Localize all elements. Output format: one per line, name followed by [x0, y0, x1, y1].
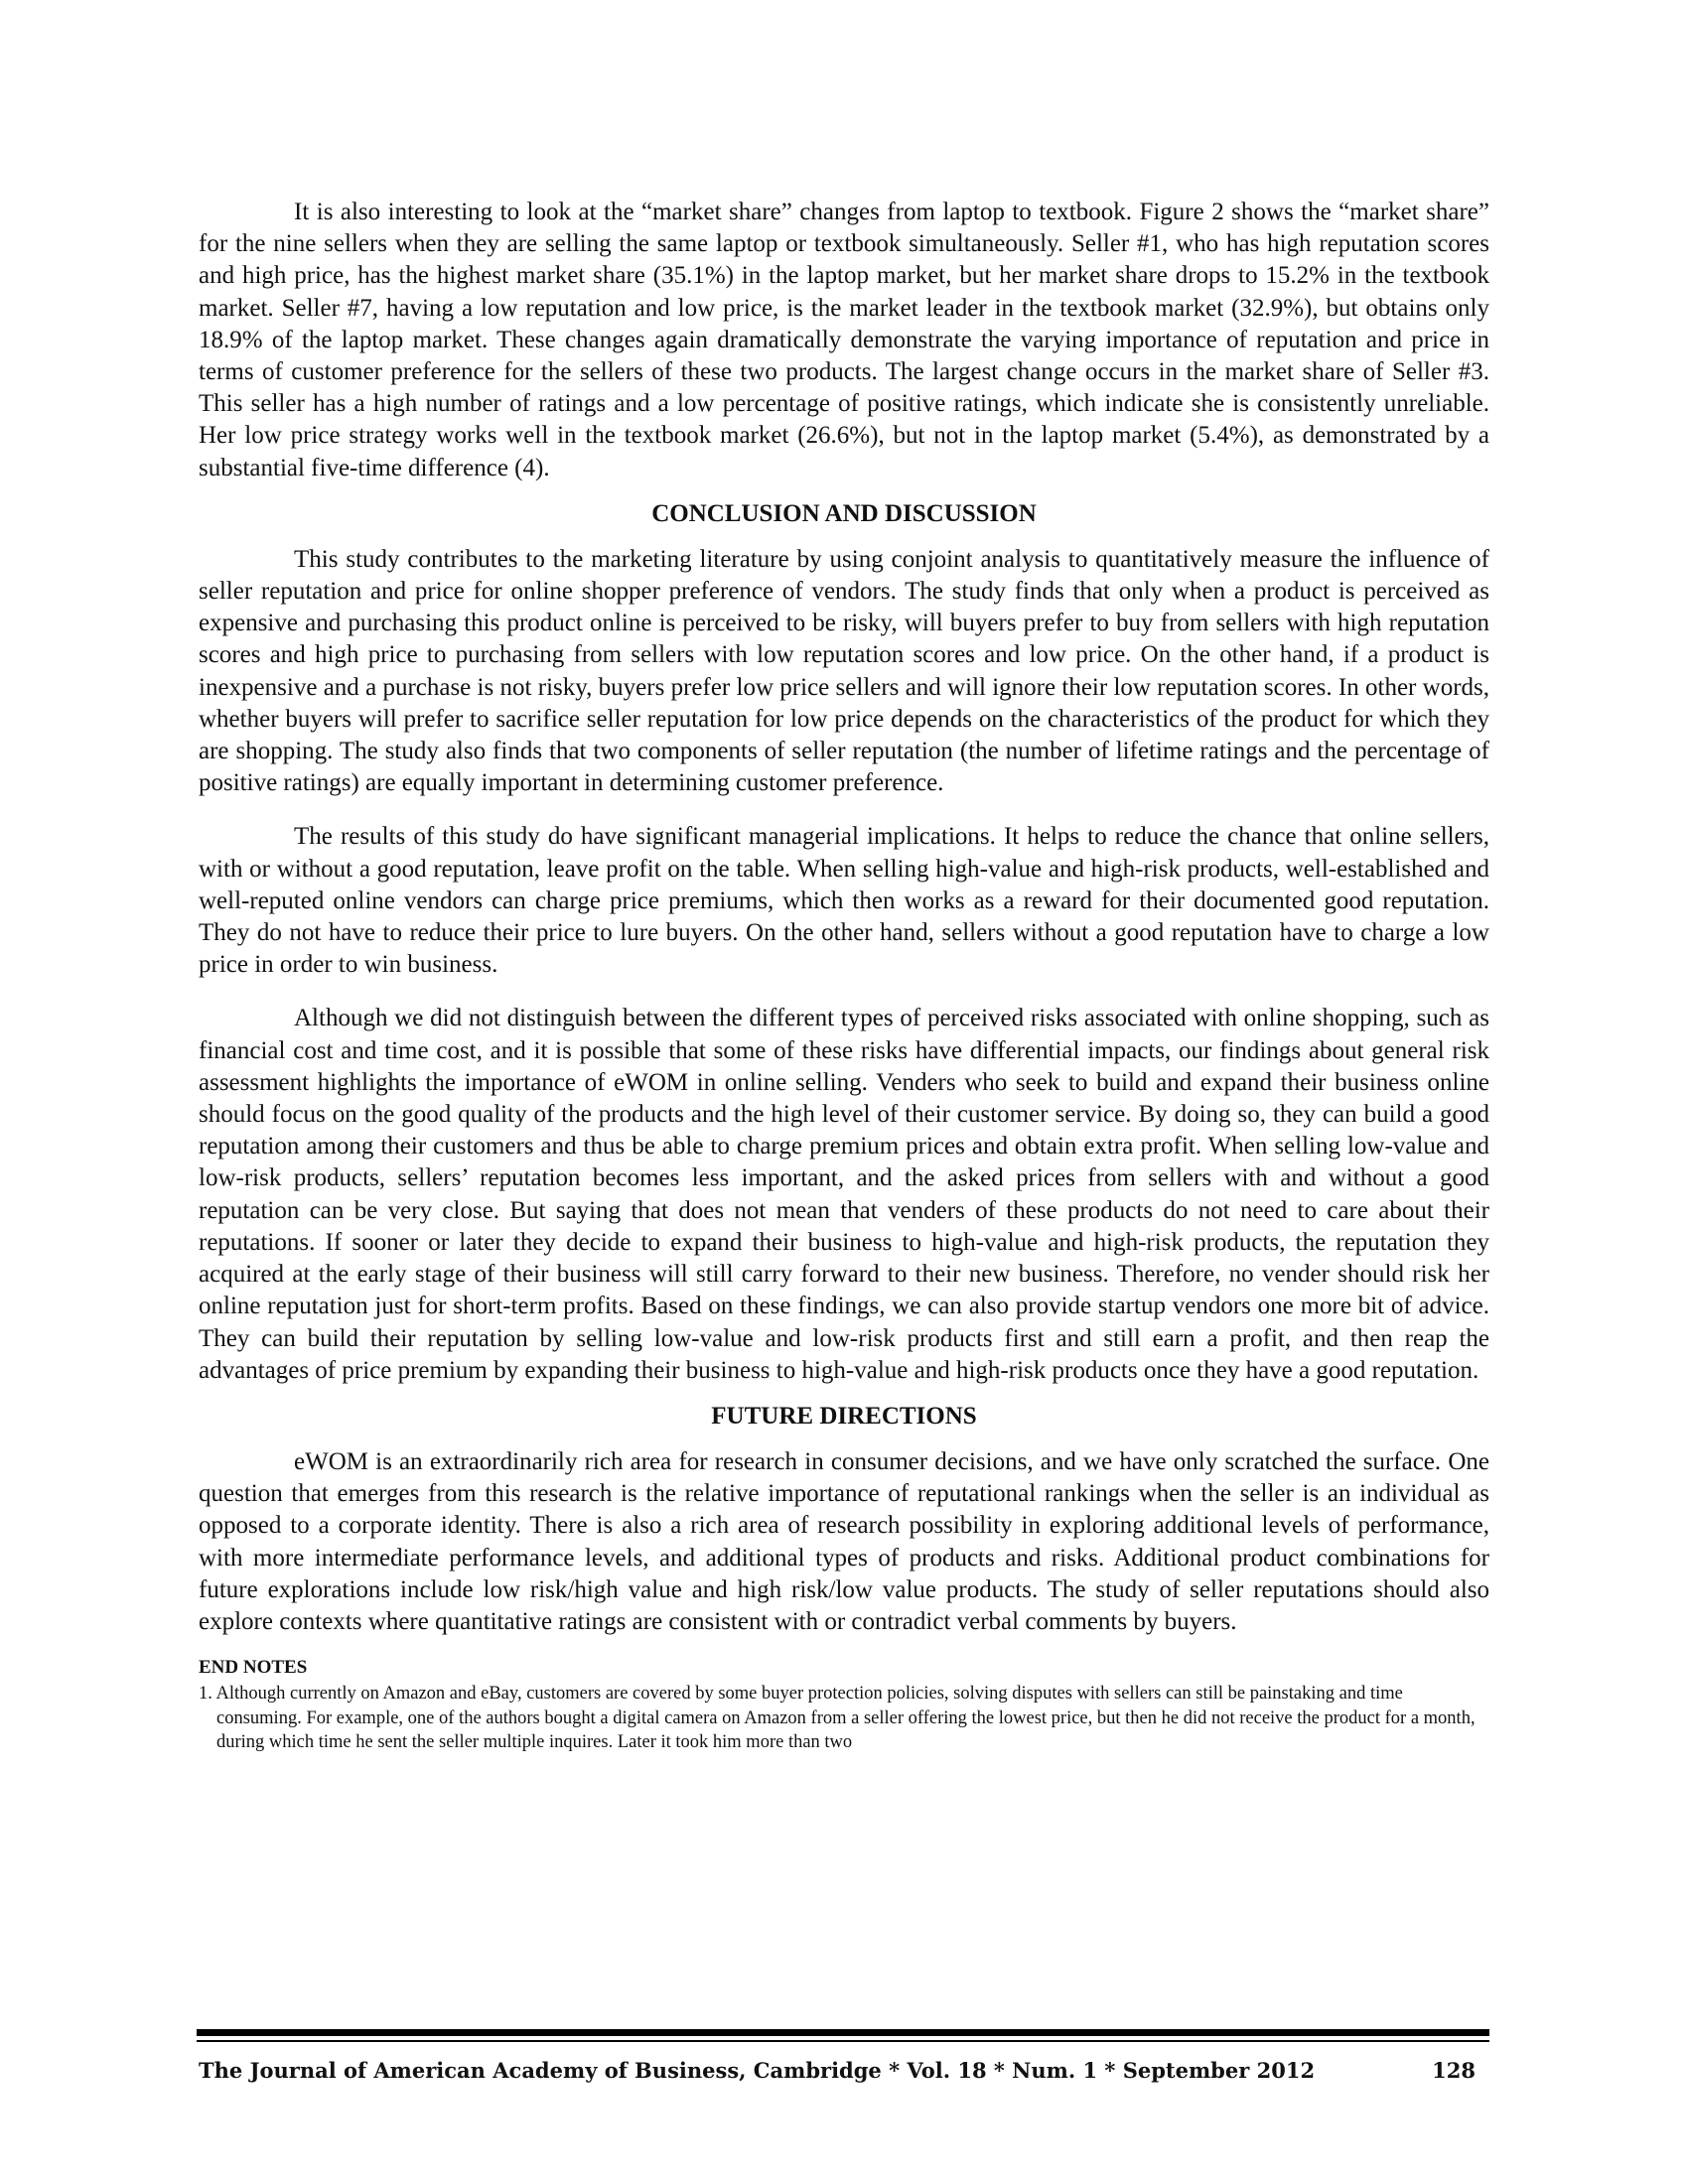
body-paragraph-risks: Although we did not distinguish between the different types of perceived risks associated with online shopping, such as financial cost and time cost, and it is possible that some of these risks have differential impacts, our findings about general risk assessment highlights the importance of eWOM in online selling. Venders who seek to build and expand their business online should focus on the good quality of the products and the high level of their customer service. By doing so, they can build a good reputation among their customers and thus be able to charge premium prices and obtain extra profit. When selling low-value and low-risk products, sellers’ reputation becomes less important, and the asked prices from sellers with and without a good reputation can be very close. But saying that does not mean that venders of these products do not need to care about their reputations. If sooner or later they decide to expand their business to high-value and high-risk products, the reputation they acquired at the early stage of their business will still carry forward to their new business. Therefore, no vender should risk her online reputation just for short-term profits. Based on these findings, we can also provide startup vendors one more bit of advice. They can build their reputation by selling low-value and low-risk products first and still earn a profit, and then reap the advantages of price premium by expanding their business to high-value and high-risk products once they have a good reputation.	[199, 1005, 1489, 1384]
body-paragraph-managerial: The results of this study do have significant managerial implications. It helps to reduce the chance that online sellers, with or without a good reputation, leave profit on the table. When selling high-value and high-risk products, well-established and well-reputed online vendors can charge price premiums, which then works as a reward for their documented good reputation. They do not have to reduce their price to lure buyers. On the other hand, sellers without a good reputation have to charge a low price in order to win business.	[199, 823, 1489, 979]
body-paragraph-market-share: It is also interesting to look at the “market share” changes from laptop to textbook. Figure 2 shows the “market share” for the nine sellers when they are selling the same laptop or textbook simultaneously. Seller #1, who has high reputation scores and high price, has the highest market share (35.1%) in the laptop market, but her market share drops to 15.2% in the textbook market. Seller #7, having a low reputation and low price, is the market leader in the textbook market (32.9%), but obtains only 18.9% of the laptop market. These changes again dramatically demonstrate the varying importance of reputation and price in terms of customer preference for the sellers of these two products. The largest change occurs in the market share of Seller #3. This seller has a high number of ratings and a low percentage of positive ratings, which indicate she is consistently unreliable. Her low price strategy works well in the textbook market (26.6%), but not in the laptop market (5.4%), as demonstrated by a substantial five-time difference (4).	[199, 199, 1489, 481]
section-heading-conclusion: CONCLUSION AND DISCUSSION	[651, 499, 1037, 527]
endnotes-heading: END NOTES	[199, 1657, 308, 1679]
page-body	[199, 197, 1489, 1755]
footer-rule-thin	[197, 2040, 1489, 2042]
endnote-1: 1. Although currently on Amazon and eBay, customers are covered by some buyer protection policies, solving disputes with sellers can still be painstaking and time consuming. For example, one of the authors bought a digital camera on Amazon from a seller offering the lowest price, but then he did not receive the product for a month, during which time he sent the seller multiple inquires. Later it took him more than two	[199, 1684, 1476, 1753]
footer-journal-citation: The Journal of American Academy of Business, Cambridge * Vol. 18 * Num. 1 * September 2012	[199, 2058, 1316, 2083]
footer-rule-thick	[197, 2029, 1489, 2036]
body-paragraph-contribution: This study contributes to the marketing literature by using conjoint analysis to quantitatively measure the influence of seller reputation and price for online shopper preference of vendors. The study finds that only when a product is perceived as expensive and purchasing this product online is perceived to be risky, will buyers prefer to buy from sellers with high reputation scores and high price to purchasing from sellers with low reputation scores and low price. On the other hand, if a product is inexpensive and a purchase is not risky, buyers prefer low price sellers and will ignore their low reputation scores. In other words, whether buyers will prefer to sacrifice seller reputation for low price depends on the characteristics of the product for which they are shopping. The study also finds that two components of seller reputation (the number of lifetime ratings and the percentage of positive ratings) are equally important in determining customer preference.	[199, 545, 1489, 797]
body-paragraph-future: eWOM is an extraordinarily rich area for research in consumer decisions, and we have only scratched the surface. One question that emerges from this research is the relative importance of reputational rankings when the seller is an individual as opposed to a corporate identity. There is also a rich area of research possibility in exploring additional levels of performance, with more intermediate performance levels, and additional types of products and risks. Additional product combinations for future explorations include low risk/high value and high risk/low value products. The study of seller reputations should also explore contexts where quantitative ratings are consistent with or contradict verbal comments by buyers.	[199, 1447, 1489, 1635]
page-number: 128	[1432, 2058, 1476, 2083]
section-heading-future: FUTURE DIRECTIONS	[711, 1402, 977, 1430]
